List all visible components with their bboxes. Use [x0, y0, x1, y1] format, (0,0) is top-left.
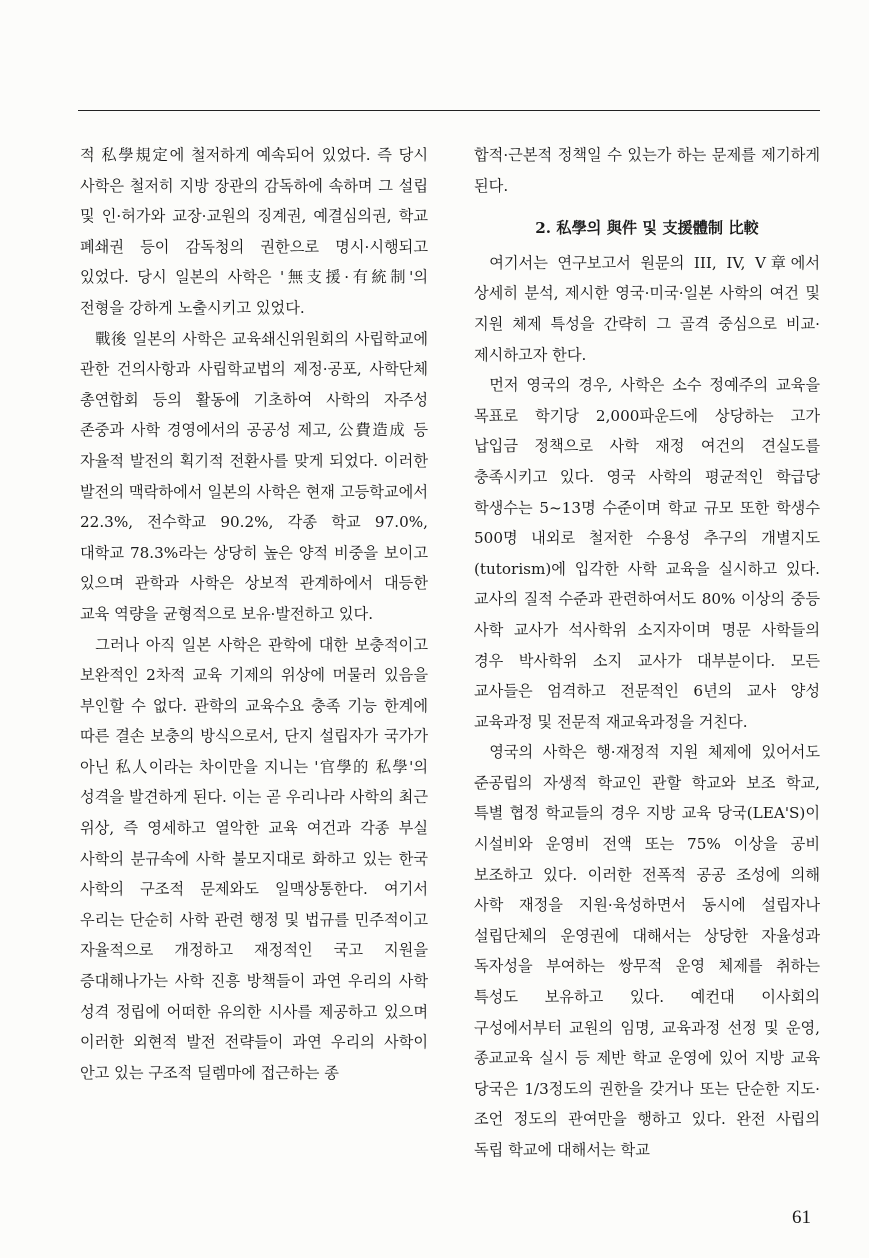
paragraph: 戰後 일본의 사학은 교육쇄신위원회의 사립학교에 관한 건의사항과 사립학교법의 제정·공포, 사학단체 총연합회 등의 활동에 기초하여 사학의 자주성 존중과 사학 경영에서의 공공성 제고, 公費造成 등 자율적 발전의 획기적 전환사를 맞게 되었다. 이러한 발전의 맥락하에서 일본의 사학은 현재 고등학교에서 22.3%, 전수학교 90.2%, 각종 학교 97.0%, 대학교 78.3%라는 상당히 높은 양적 비중을 보이고 있으며 관학과 사학은 상보적 관계하에서 대등한 교육 역량을 균형적으로 보유·발전하고 있다. — [80, 329, 428, 623]
paragraph: 여기서는 연구보고서 원문의 III, IV, V章에서 상세히 분석, 제시한 영국·미국·일본 사학의 여건 및 지원 체제 특성을 간략히 그 골격 중심으로 비교·제시하고자 한다. — [474, 253, 820, 364]
header-rule — [78, 110, 820, 111]
paragraph: 합적·근본적 정책일 수 있는가 하는 문제를 제기하게 된다. — [474, 146, 820, 195]
left-column — [80, 140, 428, 1088]
paragraph: 먼저 영국의 경우, 사학은 소수 정예주의 교육을 목표로 학기당 2,000파운드에 상당하는 고가 납입금 정책으로 사학 재정 여건의 견실도를 충족시키고 있다. 영국 사학의 평균적인 학급당 학생수는 5~13명 수준이며 학교 규모 또한 학생수 500명 내외로 철저한 수용성 추구의 개별지도(tutorism)에 입각한 사학 교육을 실시하고 있다. 교사의 질적 수준과 관련하여서도 80% 이상의 중등 사학 교사가 석사학위 소지자이며 명문 사학들의 경우 박사학위 소지 교사가 대부분이다. 모든 교사들은 엄격하고 전문적인 6년의 교사 양성 교육과정 및 전문적 재교육과정을 거친다. — [474, 376, 820, 731]
paragraph: 적 私學規定에 철저하게 예속되어 있었다. 즉 당시 사학은 철저히 지방 장관의 감독하에 속하며 그 설립 및 인·허가와 교장·교원의 징계권, 예결심의권, 학교 폐쇄권 등이 감독청의 권한으로 명시·시행되고 있었다. 당시 일본의 사학은 '無支援·有統制'의 전형을 강하게 노출시키고 있었다. — [80, 146, 428, 317]
paragraph: 영국의 사학은 행·재정적 지원 체제에 있어서도 준공립의 자생적 학교인 관할 학교와 보조 학교, 특별 협정 학교들의 경우 지방 교육 당국(LEA'S)이 시설비와 운영비 전액 또는 75% 이상을 공비 보조하고 있다. 이러한 전폭적 공공 조성에 의해 사학 재정을 지원·육성하면서 동시에 설립자나 설립단체의 운영권에 대해서는 상당한 자율성과 독자성을 부여하는 쌍무적 운영 체제를 취하는 특성도 보유하고 있다. 예컨대 이사회의 구성에서부터 교원의 임명, 교육과정 선정 및 운영, 종교교육 실시 등 제반 학교 운영에 있어 지방 교육 당국은 1/3정도의 권한을 갖거나 또는 단순한 지도·조언 정도의 관여만을 행하고 있다. 완전 사립의 독립 학교에 대해서는 학교 — [474, 743, 820, 1159]
section-heading: 2. 私學의 與件 및 支援體制 比較 — [535, 219, 759, 238]
page-number: 61 — [792, 1207, 811, 1228]
paragraph: 그러나 아직 일본 사학은 관학에 대한 보충적이고 보완적인 2차적 교육 기제의 위상에 머물러 있음을 부인할 수 없다. 관학의 교육수요 충족 기능 한계에 따른 결손 보충의 방식으로서, 단지 설립자가 국가가 아닌 私人이라는 차이만을 지니는 '官學的 私學'의 성격을 발견하게 된다. 이는 곧 우리나라 사학의 최근 위상, 즉 영세하고 열악한 교육 여건과 각종 부실 사학의 분규속에 사학 불모지대로 화하고 있는 한국 사학의 구조적 문제와도 일맥상통한다. 여기서 우리는 단순히 사학 관련 행정 및 법규를 민주적이고 자율적으로 개정하고 재정적인 국고 지원을 증대해나가는 사학 진흥 방책들이 과연 우리의 사학 성격 정립에 어떠한 유의한 시사를 제공하고 있으며 이러한 외현적 발전 전략들이 과연 우리의 사학이 안고 있는 구조적 딜렘마에 접근하는 종 — [80, 635, 428, 1082]
right-column — [474, 140, 820, 1166]
